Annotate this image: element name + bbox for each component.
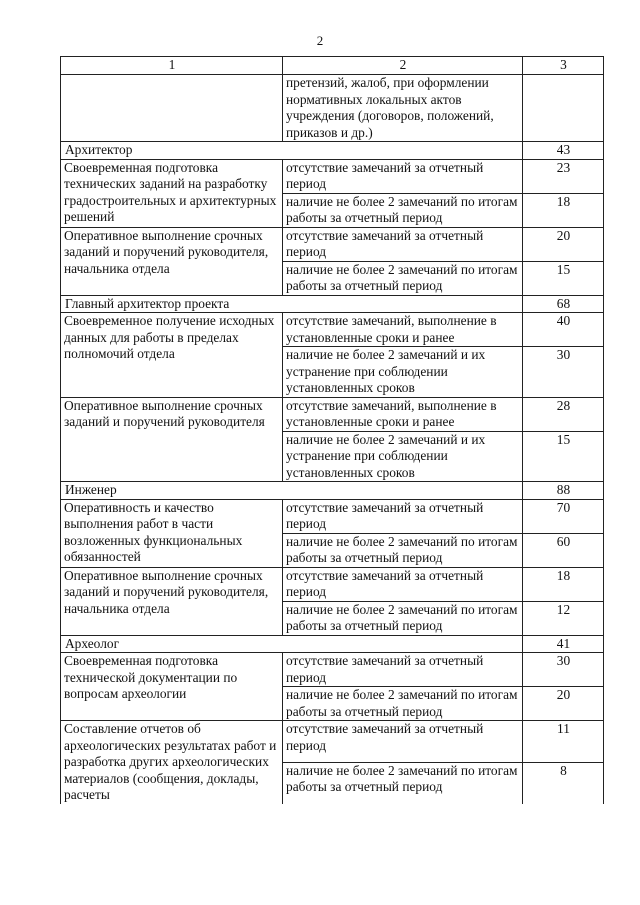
- section-title: Археолог: [61, 635, 523, 653]
- indicator: отсутствие замечаний за отчетный период: [283, 653, 523, 687]
- table-row: [61, 653, 604, 687]
- indicator: наличие не более 2 замечаний по итогам работы за отчетный период: [283, 601, 523, 635]
- score: 30: [523, 653, 604, 687]
- section-row: [61, 482, 604, 500]
- section-total: 43: [523, 142, 604, 160]
- criterion-name: Своевременное получение исходных данных для работы в пределах полномочий отдела: [61, 313, 283, 398]
- score: 15: [523, 261, 604, 295]
- score: 40: [523, 313, 604, 347]
- continuation-row: [61, 75, 604, 142]
- header-col-1: 1: [61, 57, 283, 75]
- indicator: наличие не более 2 замечаний по итогам работы за отчетный период: [283, 762, 523, 803]
- indicator: отсутствие замечаний, выполнение в установленные сроки и ранее: [283, 397, 523, 431]
- indicator: наличие не более 2 замечаний по итогам работы за отчетный период: [283, 533, 523, 567]
- score: 70: [523, 499, 604, 533]
- table-row: [61, 313, 604, 347]
- criterion-name: Своевременная подготовка технической документации по вопросам археологии: [61, 653, 283, 721]
- indicator: отсутствие замечаний за отчетный период: [283, 159, 523, 193]
- section-row: [61, 295, 604, 313]
- table-row: [61, 499, 604, 533]
- criteria-table: [60, 56, 604, 804]
- table-row: [61, 227, 604, 261]
- continuation-score: [523, 75, 604, 142]
- score: 23: [523, 159, 604, 193]
- section-row: [61, 142, 604, 160]
- score: 18: [523, 193, 604, 227]
- indicator: наличие не более 2 замечаний по итогам работы за отчетный период: [283, 261, 523, 295]
- indicator: отсутствие замечаний за отчетный период: [283, 567, 523, 601]
- score: 12: [523, 601, 604, 635]
- page-number: 2: [316, 33, 324, 48]
- table-row: [61, 397, 604, 431]
- table-row: [61, 721, 604, 763]
- section-total: 88: [523, 482, 604, 500]
- score: 8: [523, 762, 604, 803]
- table-row: [61, 159, 604, 193]
- score: 15: [523, 431, 604, 482]
- indicator: наличие не более 2 замечаний и их устранение при соблюдении установленных сроков: [283, 347, 523, 398]
- header-col-3: 3: [523, 57, 604, 75]
- score: 20: [523, 687, 604, 721]
- criterion-name: Оперативное выполнение срочных заданий и поручений руководителя, начальника отдела: [61, 567, 283, 635]
- indicator: отсутствие замечаний за отчетный период: [283, 721, 523, 763]
- indicator: наличие не более 2 замечаний по итогам работы за отчетный период: [283, 193, 523, 227]
- criterion-name: Составление отчетов об археологических результатах работ и разработка других археологических материалов (сообщения, доклады, расчеты: [61, 721, 283, 804]
- section-row: [61, 635, 604, 653]
- criterion-name: Оперативное выполнение срочных заданий и поручений руководителя, начальника отдела: [61, 227, 283, 295]
- section-total: 68: [523, 295, 604, 313]
- criterion-name: Оперативность и качество выполнения работ в части возложенных функциональных обязанностей: [61, 499, 283, 567]
- continuation-indicator: претензий, жалоб, при оформлении нормативных локальных актов учреждения (договоров, положений, приказов и др.): [283, 75, 523, 142]
- criterion-name: Своевременная подготовка технических заданий на разработку градостроительных и архитектурных решений: [61, 159, 283, 227]
- score: 28: [523, 397, 604, 431]
- section-title: Архитектор: [61, 142, 523, 160]
- section-title: Инженер: [61, 482, 523, 500]
- score: 18: [523, 567, 604, 601]
- score: 30: [523, 347, 604, 398]
- indicator: отсутствие замечаний, выполнение в установленные сроки и ранее: [283, 313, 523, 347]
- header-col-2: 2: [283, 57, 523, 75]
- continuation-criterion: [61, 75, 283, 142]
- score: 20: [523, 227, 604, 261]
- criterion-name: Оперативное выполнение срочных заданий и поручений руководителя: [61, 397, 283, 482]
- score: 11: [523, 721, 604, 763]
- section-total: 41: [523, 635, 604, 653]
- indicator: отсутствие замечаний за отчетный период: [283, 499, 523, 533]
- section-title: Главный архитектор проекта: [61, 295, 523, 313]
- indicator: наличие не более 2 замечаний по итогам работы за отчетный период: [283, 687, 523, 721]
- table-header-row: [61, 57, 604, 75]
- table-row: [61, 567, 604, 601]
- indicator: отсутствие замечаний за отчетный период: [283, 227, 523, 261]
- indicator: наличие не более 2 замечаний и их устранение при соблюдении установленных сроков: [283, 431, 523, 482]
- score: 60: [523, 533, 604, 567]
